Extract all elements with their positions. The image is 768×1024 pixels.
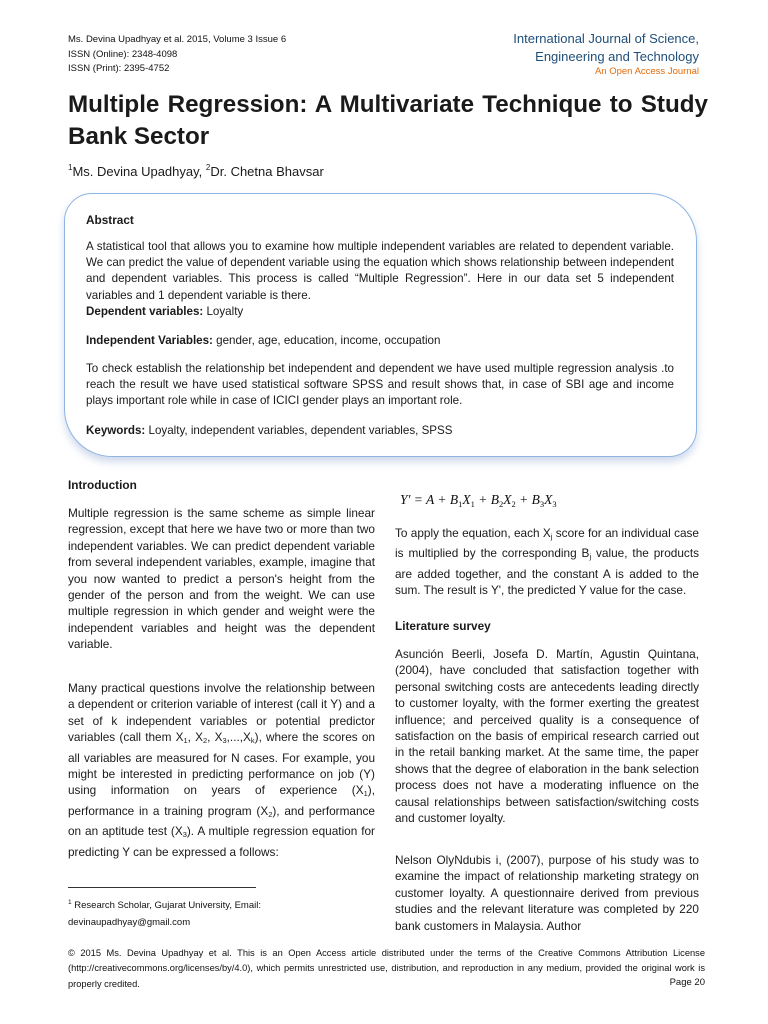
literature-heading: Literature survey bbox=[395, 619, 491, 633]
issn-online: ISSN (Online): 2348-4098 bbox=[68, 48, 178, 60]
issn-print: ISSN (Print): 2395-4752 bbox=[68, 63, 170, 74]
header-citation-block bbox=[68, 33, 286, 77]
journal-name-line1: International Journal of Science, bbox=[513, 31, 699, 46]
journal-name-line2: Engineering and Technology bbox=[535, 48, 699, 64]
independent-label: Independent Variables: bbox=[86, 334, 213, 347]
introduction-paragraph-2: Many practical questions involve the relationship between a dependent or criterion variable of interest (call it Y) and a set of k independent variables or potential predictor variables (call them $X_1$, $X_2$, $X_3,...,X_k$), where the scores on all variables are measured for N cases. For example, you might be interested in predicting performance on job (Y) using information on years of experience $(X_1)$, performance in a training program $(X_2)$, and performance on an aptitude test $(X_3)$. A multiple regression equation for predicting Y can be expressed a follows: bbox=[68, 681, 375, 859]
introduction-paragraph-1: Multiple regression is the same scheme as simple linear regression, except that here we have two or more than two independent variables. We can predict dependent variable from several independent variables, example, imagine that you now wanted to predict a person's height from the gender of the person and from the weight. We can use multiple regression in which gender and weight were the independent variables and height was the dependent variable. bbox=[68, 506, 375, 652]
footnote-affiliation: $^1$ Research Scholar, Gujarat University, Email: bbox=[68, 899, 261, 911]
regression-equation: $Y' = A + B_1X_1 + B_2X_2 + B_3X_3$ bbox=[400, 492, 557, 509]
apply-equation-paragraph: To apply the equation, each $X_j$ score for an individual case is multiplied by the corresponding $B_j$ value, the products are added together, and the constant A is added to the sum. The result is Y', the predicted Y value for the case. bbox=[395, 526, 699, 598]
dependent-value: Loyalty bbox=[203, 304, 244, 318]
license-notice: © 2015 Ms. Devina Upadhyay et al. This is an Open Access article distributed under the terms of the Creative Commons Attribution License (http://creativecommons.org/licenses/by/4.0), which permits unrestricted use, distribution, and reproduction in any medium, provided the original work is properly credited. bbox=[68, 948, 705, 989]
keywords-label: Keywords: bbox=[86, 424, 146, 437]
citation-line: Ms. Devina Upadhyay et al. 2015, Volume 3 Issue 6 bbox=[68, 34, 287, 45]
abstract-body bbox=[86, 239, 674, 320]
footnote-email: devinaupadhyay@gmail.com bbox=[68, 917, 191, 928]
author-line bbox=[68, 163, 324, 179]
journal-masthead bbox=[513, 30, 699, 77]
dependent-label: Dependent variables: bbox=[86, 304, 204, 318]
author2-name: Dr. Chetna Bhavsar bbox=[210, 164, 324, 179]
abstract-result: To check establish the relationship bet independent and dependent we have used multiple regression analysis .to reach the result we have used statistical software SPSS and result shows that, in case of SBI age and income plays important role while in case of ICICI gender plays an important role. bbox=[86, 362, 674, 408]
abstract-box bbox=[64, 193, 697, 457]
abstract-summary: A statistical tool that allows you to examine how multiple independent variables are related to dependent variable. We can predict the value of dependent variable using the equation which shows relationship between independent and dependent variables. This process is called “Multiple Regression”. Here in our data set 5 independent variables and 1 dependent variable is there. bbox=[86, 240, 674, 302]
author1-affil-mark: 1 bbox=[68, 163, 73, 172]
author1-name: Ms. Devina Upadhyay, bbox=[72, 164, 206, 179]
literature-paragraph-1: Asunción Beerli, Josefa D. Martín, Agustin Quintana, (2004), have concluded that satisfaction together with personal switching costs are antecedents leading directly to customer loyalty, with the former exerting the greatest influence; and perceived quality is a consequence of satisfaction on the basis of empirical research carried out in the retail banking market. At the same time, the paper shows that the degree of elaboration in the bank selection process does not have a moderating influence on the causal relationships between satisfaction/switching costs and customer loyalty. bbox=[395, 647, 699, 826]
journal-subtitle: An Open Access Journal bbox=[594, 66, 699, 77]
abstract-heading: Abstract bbox=[86, 213, 134, 227]
keywords-value: Loyalty, independent variables, dependent variables, SPSS bbox=[145, 424, 453, 437]
footnote bbox=[68, 894, 318, 931]
literature-paragraph-2: Nelson OlyNdubis i, (2007), purpose of his study was to examine the impact of relationship marketing strategy on customer loyalty. A questionnaire derived from previous studies and the relevant literature was completed by 220 bank customers in Malaysia. Author bbox=[395, 853, 699, 933]
paper-title: Multiple Regression: A Multivariate Technique to Study Bank Sector bbox=[68, 91, 708, 150]
independent-value: gender, age, education, income, occupation bbox=[212, 334, 441, 347]
author2-affil-mark: 2 bbox=[205, 163, 211, 172]
introduction-heading: Introduction bbox=[68, 478, 137, 492]
footnote-divider bbox=[68, 887, 256, 888]
page-number: Page 20 bbox=[669, 977, 705, 988]
independent-variables-line bbox=[86, 333, 674, 349]
keywords-line bbox=[86, 423, 674, 439]
